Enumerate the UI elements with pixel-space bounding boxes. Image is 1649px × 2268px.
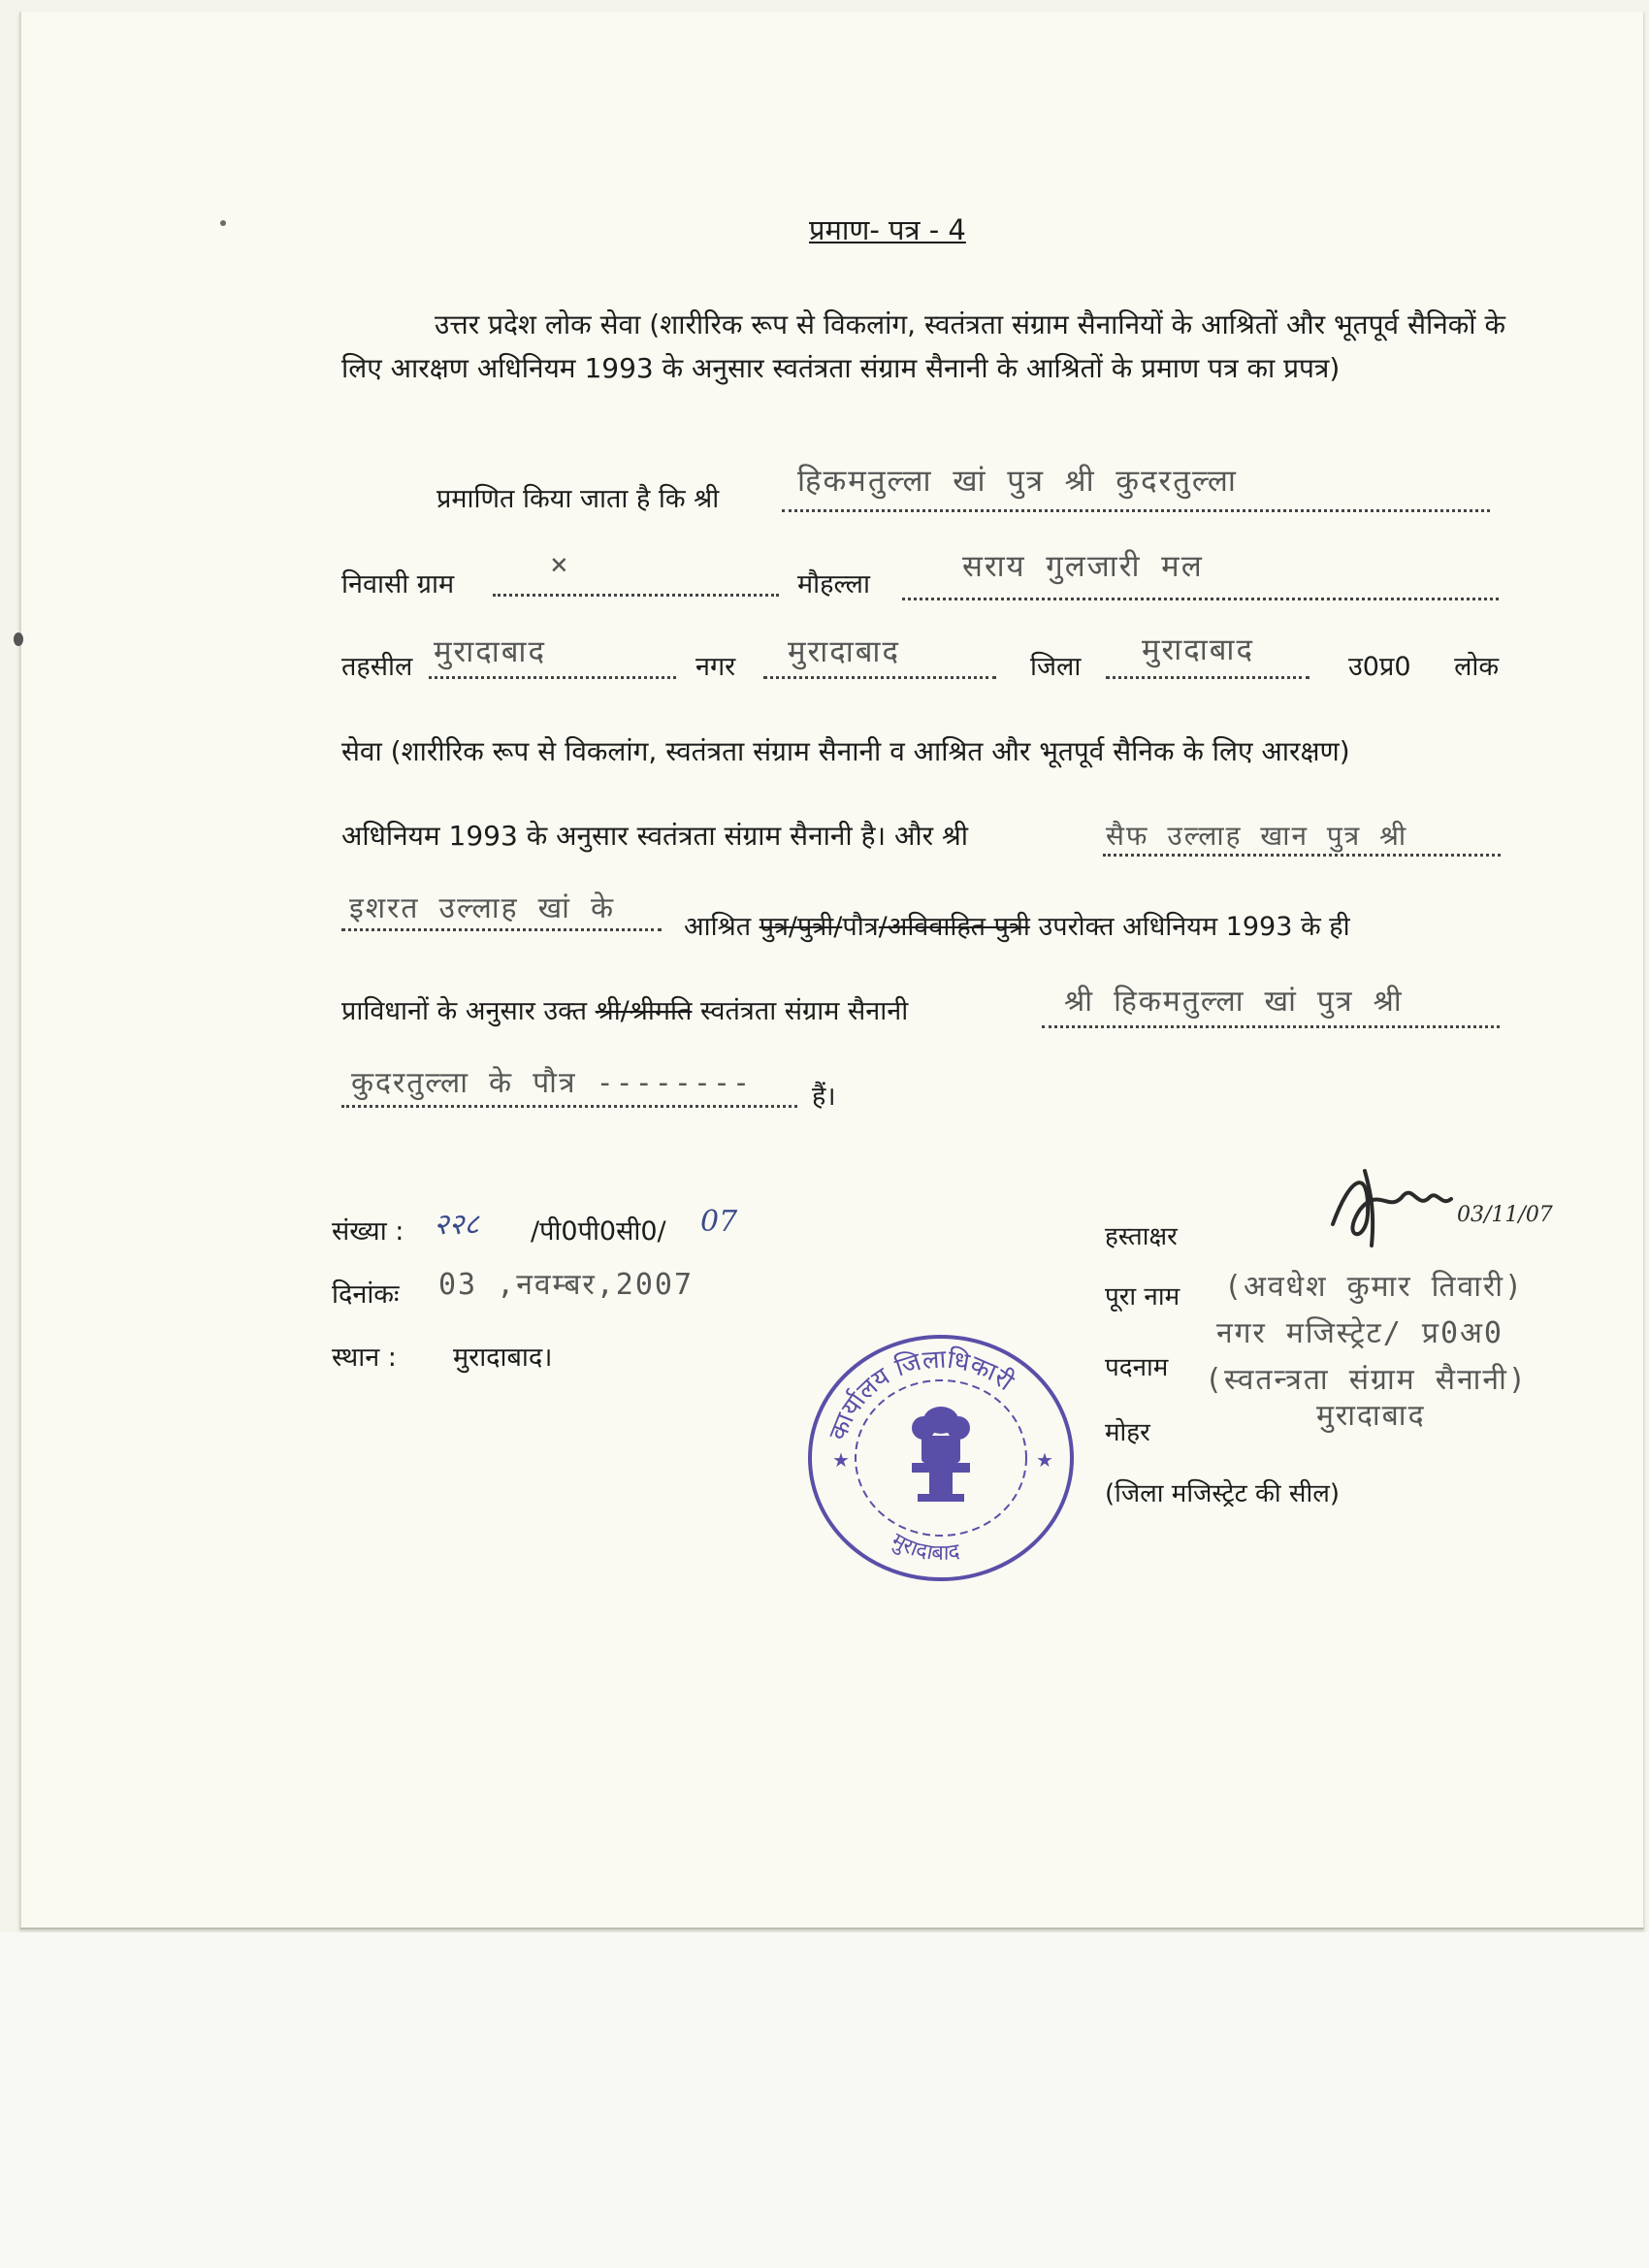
provisions-line [341,991,908,1027]
fullname-label: पूरा नाम [1105,1282,1180,1312]
fill-line [763,676,996,679]
number-label: संख्या : [332,1216,404,1247]
provisions-text: प्राविधानों के अनुसार उक्त [341,996,587,1026]
dependent-label: आश्रित [684,912,752,942]
line8-tail: हैं। [812,1082,836,1112]
number-handwritten: २२८ [434,1208,479,1242]
official-seal [805,1331,1077,1585]
paper-speck [220,220,226,226]
fill-line [782,509,1490,512]
place-label: स्थान : [332,1343,397,1373]
seal-note: (जिला मजिस्ट्रेट की सील) [1105,1479,1341,1508]
struck-relation-daughter: /अविवाहित पुत्री [878,912,1030,942]
struck-relations: पुत्र/पुत्री/ [759,912,843,942]
seal-label: मोहर [1105,1418,1150,1447]
designation-line1: नगर मजिस्ट्रेट/ प्र0अ0 [1216,1316,1504,1350]
seal-value: मुरादाबाद [1316,1399,1426,1433]
designation-label: पदनाम [1105,1353,1169,1382]
date-value: 03 ,नवम्बर,2007 [438,1268,695,1302]
relation-line [684,907,1350,943]
certificate-sheet [19,12,1644,1929]
village-label: निवासी ग्राम [341,569,455,599]
intro-paragraph: उत्तर प्रदेश लोक सेवा (शारीरिक रूप से विकलांग, स्वतंत्रता संग्राम सैनानियों के आश्रितों और भूतपूर्व सैनिकों के लिए आरक्षण अधिनियम 1993 के अनुसार स्वतंत्रता संग्राम सैनानी के आश्रितों के प्रमाण पत्र का प्रपत्र) [341,308,1505,384]
freedom-fighter-label: स्वतंत्रता संग्राम सैनानी [700,996,909,1026]
seal-bottom-text: मुरादाबाद [887,1528,961,1566]
grandson-relation: कुदरतुल्ला के पौत्र -------- [351,1066,753,1100]
tehsil-label: तहसील [341,652,413,682]
fill-line [1103,854,1501,857]
fill-line [341,928,662,931]
fill-line [902,598,1499,600]
date-label: दिनांकः [332,1280,400,1310]
place-value: मुरादाबाद। [453,1343,553,1373]
fill-line [493,594,779,597]
fill-line [341,1105,797,1108]
seal-top-text: कार्यालय जिलाधिकारी [824,1345,1019,1444]
line3-tail: उ0प्र0 लोक [1348,652,1500,682]
mohalla-label: मौहल्ला [797,569,870,599]
dependent-name: सैफ उल्लाह खान पुत्र श्री [1106,820,1408,852]
relation-grandson: पौत्र [842,912,879,942]
nagar-label: नगर [695,652,736,682]
fullname-value: (अवधेश कुमार तिवारी) [1224,1270,1525,1304]
zila-value: मुरादाबाद [1142,632,1254,667]
designation-value: (स्वतन्त्रता संग्राम सैनानी) [1205,1363,1528,1397]
signature-date: 03/11/07 [1457,1203,1553,1227]
scan-background [0,1932,1649,2268]
seal-star-icon: ★ [1036,1448,1053,1472]
tehsil-value: मुरादाबाद [434,634,546,669]
emblem-icon [912,1407,970,1502]
act-status-text: अधिनियम 1993 के अनुसार स्वतंत्रता संग्राम सैनानी है। और श्री [341,820,969,852]
signature-label: हस्ताक्षर [1105,1222,1178,1251]
struck-title: श्री/श्रीमति [595,996,693,1026]
freedom-fighter-name: हिकमतुल्ला खां पुत्र श्री कुदरतुल्ला [797,464,1238,499]
certify-label: प्रमाणित किया जाता है कि श्री [436,484,720,514]
seal-star-icon: ★ [832,1448,850,1472]
zila-label: जिला [1030,652,1082,682]
relation-tail: उपरोक्त अधिनियम 1993 के ही [1038,912,1350,942]
mohalla-value: सराय गुलजारी मल [962,549,1204,584]
act-line: सेवा (शारीरिक रूप से विकलांग, स्वतंत्रता संग्राम सैनानी व आश्रित और भूतपूर्व सैनिक के लिए आरक्षण) [341,735,1350,767]
fill-line [429,676,676,679]
village-value: × [550,547,570,582]
paper-speck [14,632,23,646]
freedom-fighter-restated: श्री हिकमतुल्ला खां पुत्र श्री [1064,985,1404,1019]
fill-line [1106,676,1310,679]
nagar-value: मुरादाबाद [788,634,900,669]
fill-line [1042,1025,1500,1028]
number-prefix: /पी0पी0सी0/ [531,1216,666,1247]
number-year: 07 [700,1205,738,1239]
dependent-father: इशरत उल्लाह खां के [349,891,616,925]
certificate-title: प्रमाण- पत्र - 4 [809,213,966,246]
